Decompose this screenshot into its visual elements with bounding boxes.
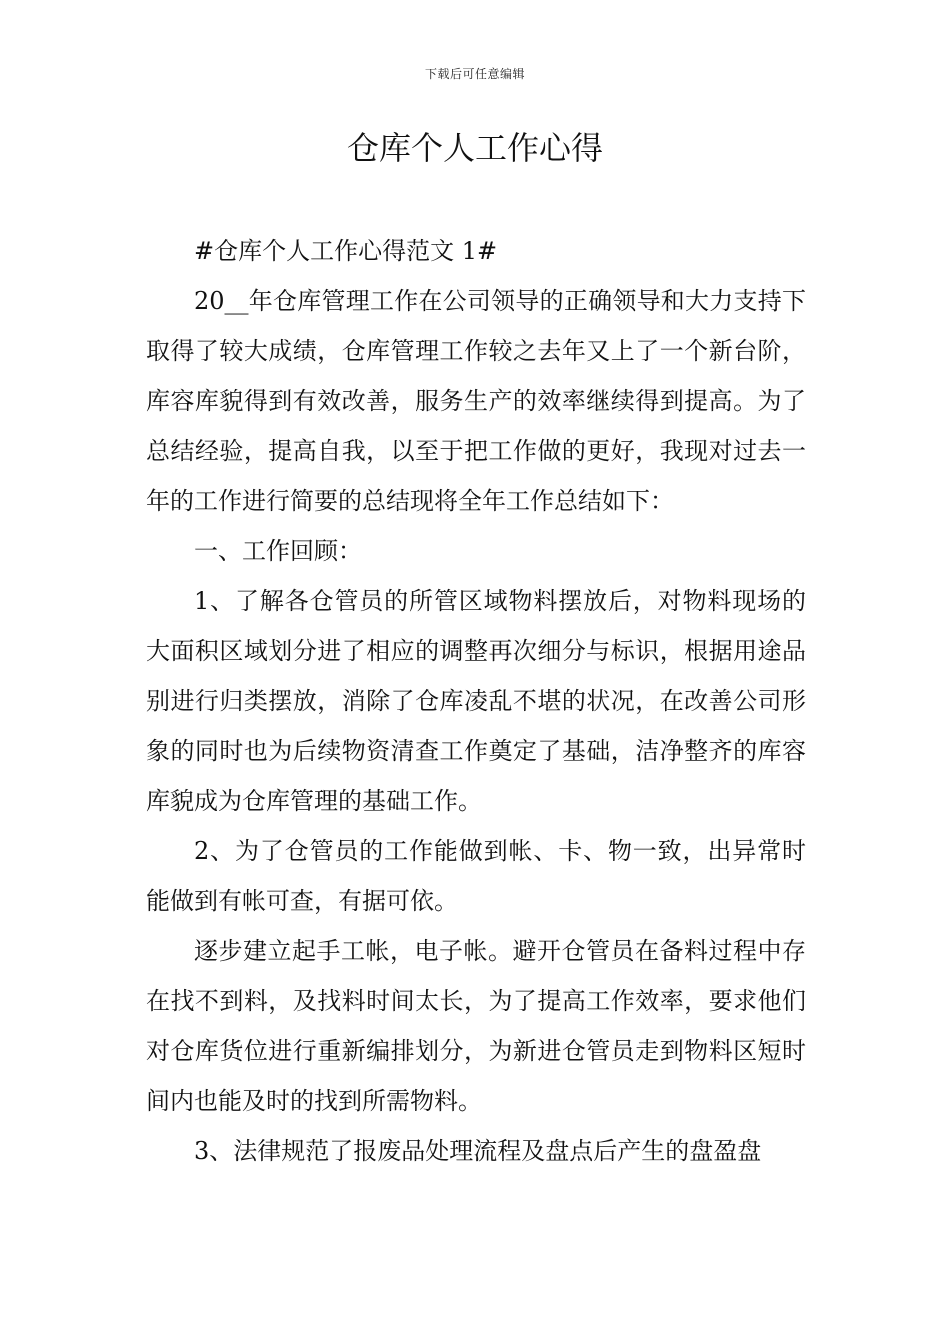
document-body — [146, 226, 806, 1176]
document-title: 仓库个人工作心得 — [346, 129, 603, 167]
paragraph-item-2-detail: 逐步建立起手工帐，电子帐。避开仓管员在备料过程中存在找不到料，及找料时间太长，为了提高工作效率，要求他们对仓库货位进行重新编排划分，为新进仓管员走到物料区短时间内也能及时的找到所需物料。 — [146, 937, 806, 1115]
header-note: 下载后可任意编辑 — [424, 67, 525, 81]
section-heading: #仓库个人工作心得范文 1# — [194, 237, 498, 265]
paragraph-intro: 20__年仓库管理工作在公司领导的正确领导和大力支持下取得了较大成绩，仓库管理工作较之去年又上了一个新台阶，库容库貌得到有效改善，服务生产的效率继续得到提高。为了总结经验，提高自我，以至于把工作做的更好，我现对过去一年的工作进行简要的总结现将全年工作总结如下： — [146, 287, 806, 515]
paragraph-item-1: 1、了解各仓管员的所管区域物料摆放后，对物料现场的大面积区域划分进了相应的调整再次细分与标识，根据用途品别进行归类摆放，消除了仓库凌乱不堪的状况，在改善公司形象的同时也为后续物资清查工作奠定了基础，洁净整齐的库容库貌成为仓库管理的基础工作。 — [146, 587, 806, 815]
paragraph-item-3: 3、法律规范了报废品处理流程及盘点后产生的盘盈盘 — [194, 1137, 762, 1165]
paragraph-review-heading: 一、工作回顾： — [194, 537, 362, 565]
paragraph-item-2: 2、为了仓管员的工作能做到帐、卡、物一致，出异常时能做到有帐可查，有据可依。 — [146, 837, 806, 915]
